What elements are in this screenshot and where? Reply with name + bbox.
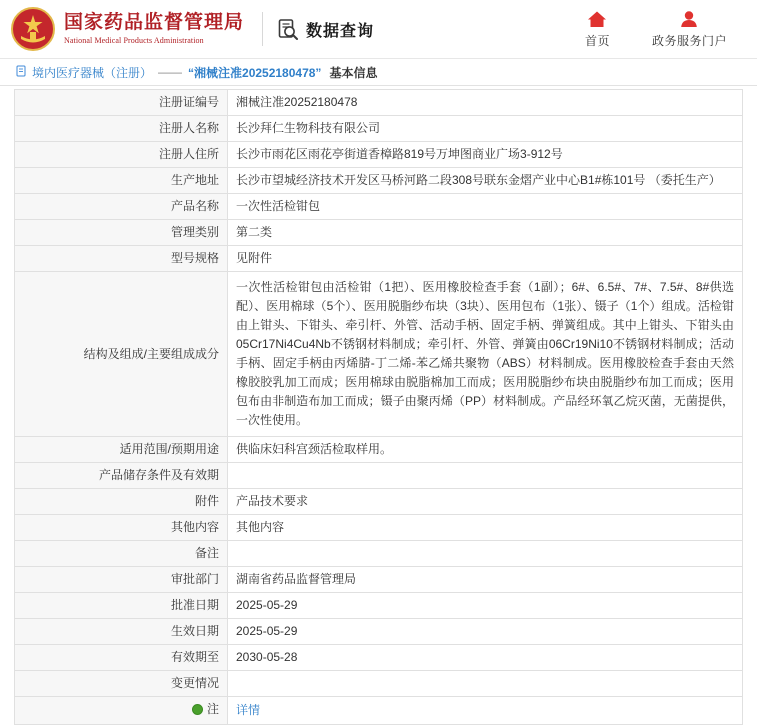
header-divider bbox=[262, 12, 263, 46]
header-nav bbox=[585, 9, 743, 49]
row-value bbox=[228, 671, 743, 697]
data-query-title-block[interactable] bbox=[277, 18, 374, 41]
table-row bbox=[15, 142, 743, 168]
row-value: 其他内容 bbox=[228, 515, 743, 541]
table-row bbox=[15, 645, 743, 671]
note-value-cell bbox=[228, 697, 743, 725]
green-dot-icon bbox=[192, 704, 203, 715]
registration-detail-table bbox=[14, 89, 743, 725]
row-label: 批准日期 bbox=[15, 593, 228, 619]
row-label: 型号规格 bbox=[15, 246, 228, 272]
row-label: 附件 bbox=[15, 489, 228, 515]
breadcrumb-record: “湘械注准20252180478” bbox=[188, 65, 322, 80]
brand-logo[interactable] bbox=[10, 6, 244, 52]
row-label: 结构及组成/主要组成成分 bbox=[15, 272, 228, 437]
table-row bbox=[15, 90, 743, 116]
user-icon bbox=[678, 9, 700, 29]
row-value: 一次性活检钳包由活检钳（1把）、医用橡胶检查手套（1副）；6#、6.5#、7#、7.5#、8#供选配）、医用棉球（5个）、医用脱脂纱布块（3块）、医用包布（1张）、镊子（1个）组成。活检钳由上钳头、下钳头、牵引杆、外管、活动手柄、固定手柄、弹簧组成。其中上钳头、下钳头由05Cr17Ni4Cu4Nb不锈钢材料制成；牵引杆、外管、弹簧由06Cr19Ni10不锈钢材料制成；活动手柄、固定手柄由丙烯腈-丁二烯-苯乙烯共聚物（ABS）材料制成。医用橡胶检查手套由天然橡胶胶乳加工而成；医用棉球由脱脂棉加工而成；医用脱脂纱布块由脱脂纱布加工而成；医用包布由非制造布加工而成；镊子由聚丙烯（PP）材料制成。产品经环氧乙烷灭菌，无菌提供，一次性使用。 bbox=[228, 272, 743, 437]
table-row bbox=[15, 246, 743, 272]
nav-item-home-label: 首页 bbox=[584, 34, 610, 48]
nav-item-service-portal-label: 政务服务门户 bbox=[651, 34, 727, 48]
table-row bbox=[15, 272, 743, 437]
table-row bbox=[15, 194, 743, 220]
row-label: 审批部门 bbox=[15, 567, 228, 593]
table-row bbox=[15, 437, 743, 463]
nav-item-service-portal[interactable] bbox=[652, 9, 727, 49]
row-value: 长沙拜仁生物科技有限公司 bbox=[228, 116, 743, 142]
note-label-text: 注 bbox=[206, 702, 219, 716]
nav-item-home[interactable] bbox=[585, 9, 610, 49]
row-value: 湖南省药品监督管理局 bbox=[228, 567, 743, 593]
row-label: 产品名称 bbox=[15, 194, 228, 220]
org-name-en: National Medical Products Administration bbox=[64, 36, 204, 46]
row-label: 生产地址 bbox=[15, 168, 228, 194]
table-row bbox=[15, 567, 743, 593]
table-row bbox=[15, 593, 743, 619]
row-value: 长沙市望城经济技术开发区马桥河路二段308号联东金熠产业中心B1#栋101号 （委托生产） bbox=[228, 168, 743, 194]
breadcrumb-current: 基本信息 bbox=[329, 65, 378, 80]
table-row bbox=[15, 619, 743, 645]
search-doc-icon bbox=[277, 18, 299, 40]
breadcrumb bbox=[0, 58, 757, 86]
row-value bbox=[228, 463, 743, 489]
site-header bbox=[0, 0, 757, 58]
table-row bbox=[15, 463, 743, 489]
row-label: 适用范围/预期用途 bbox=[15, 437, 228, 463]
breadcrumb-separator: —— bbox=[158, 65, 183, 79]
table-row bbox=[15, 220, 743, 246]
row-value: 见附件 bbox=[228, 246, 743, 272]
table-row bbox=[15, 168, 743, 194]
row-label: 注册证编号 bbox=[15, 90, 228, 116]
note-label-cell bbox=[15, 697, 228, 725]
org-name-cn: 国家药品监督管理局 bbox=[64, 12, 245, 34]
home-icon bbox=[586, 9, 608, 29]
table-row bbox=[15, 515, 743, 541]
doc-icon bbox=[16, 65, 28, 80]
row-label: 产品储存条件及有效期 bbox=[15, 463, 228, 489]
nmpa-emblem-icon bbox=[10, 6, 56, 52]
table-row bbox=[15, 541, 743, 567]
note-label bbox=[192, 701, 219, 718]
row-value: 2025-05-29 bbox=[228, 619, 743, 645]
row-label: 其他内容 bbox=[15, 515, 228, 541]
row-value: 供临床妇科宫颈活检取样用。 bbox=[228, 437, 743, 463]
table-row bbox=[15, 671, 743, 697]
row-value: 一次性活检钳包 bbox=[228, 194, 743, 220]
breadcrumb-section-link[interactable]: 境内医疗器械（注册） bbox=[32, 65, 153, 80]
row-label: 备注 bbox=[15, 541, 228, 567]
row-label: 注册人名称 bbox=[15, 116, 228, 142]
row-value: 湘械注准20252180478 bbox=[228, 90, 743, 116]
row-label: 注册人住所 bbox=[15, 142, 228, 168]
row-value: 产品技术要求 bbox=[228, 489, 743, 515]
table-row bbox=[15, 116, 743, 142]
detail-table-body bbox=[15, 90, 743, 725]
row-value: 2030-05-28 bbox=[228, 645, 743, 671]
row-label: 有效期至 bbox=[15, 645, 228, 671]
row-label: 生效日期 bbox=[15, 619, 228, 645]
row-value: 第二类 bbox=[228, 220, 743, 246]
row-label: 管理类别 bbox=[15, 220, 228, 246]
row-value bbox=[228, 541, 743, 567]
row-value: 2025-05-29 bbox=[228, 593, 743, 619]
org-name-block bbox=[64, 12, 244, 45]
detail-table-wrap bbox=[0, 86, 757, 725]
row-label: 变更情况 bbox=[15, 671, 228, 697]
table-row-note bbox=[15, 697, 743, 725]
row-value: 长沙市雨花区雨花亭街道香樟路819号万坤图商业广场3-912号 bbox=[228, 142, 743, 168]
note-detail-link[interactable]: 详情 bbox=[236, 703, 261, 717]
table-row bbox=[15, 489, 743, 515]
data-query-title: 数据查询 bbox=[306, 22, 375, 40]
